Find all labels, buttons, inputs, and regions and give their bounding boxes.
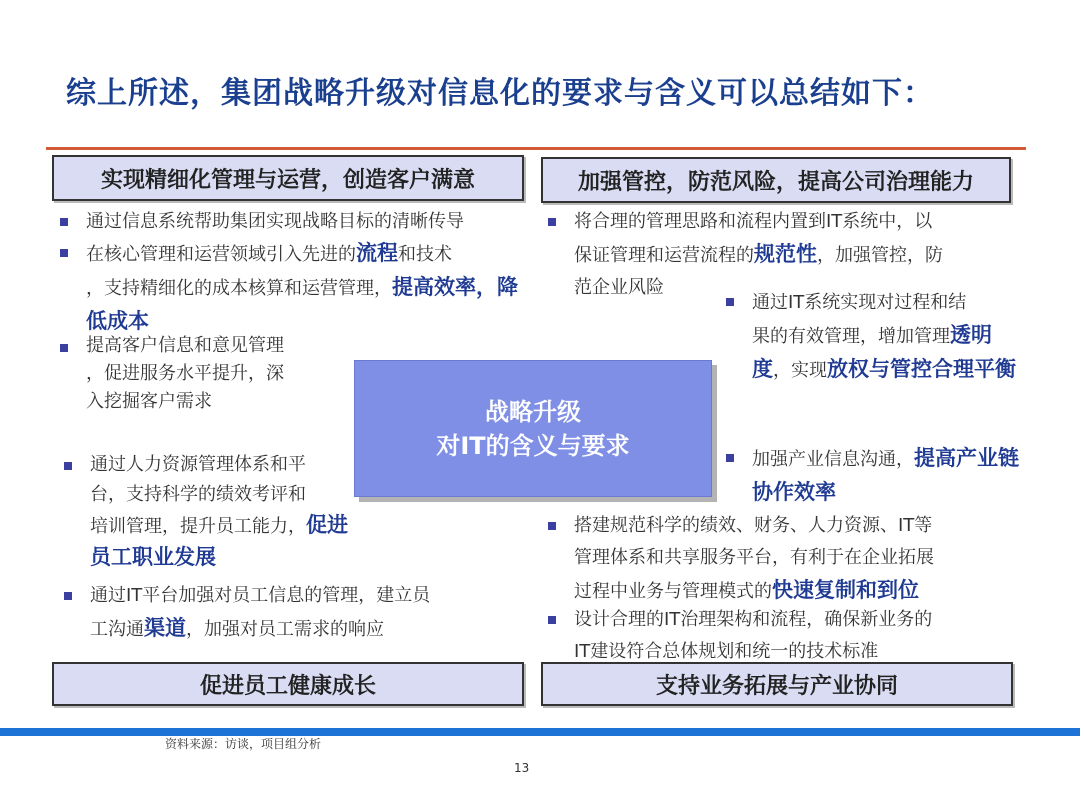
bullet-customer-info [60, 332, 340, 416]
bullet-transparency [726, 286, 1026, 387]
bullet-text: 通过人力资源管理体系和平 台，支持科学的绩效考评和 培训管理，提升员工能力，促进员工职业发展 [90, 454, 348, 569]
bullet-process-introduction [60, 237, 530, 339]
footer-divider [0, 728, 1080, 736]
bullet-text: 加强产业信息沟通，提高产业链协作效率 [752, 446, 1019, 504]
footer-box-employee-growth: 促进员工健康成长 [52, 662, 524, 706]
header-box-governance: 加强管控，防范风险，提高公司治理能力 [541, 157, 1011, 203]
bullet-icon [548, 616, 556, 624]
bullet-industry-chain [726, 442, 1026, 510]
source-note: 资料来源：访谈，项目组分析 [165, 737, 322, 751]
bullet-strategy-conveyance [60, 206, 464, 238]
bullet-icon [726, 454, 734, 462]
page-title: 综上所述，集团战略升级对信息化的要求与含义可以总结如下： [66, 76, 934, 111]
title-divider [46, 147, 1026, 150]
center-title-line1: 战略升级 [485, 397, 581, 426]
bullet-hr-system [64, 450, 364, 574]
footer-box-business-expansion: 支持业务拓展与产业协同 [541, 662, 1013, 706]
center-strategy-box [354, 360, 712, 497]
bullet-text: 搭建规范科学的绩效、财务、人力资源、IT等 管理体系和共享服务平台，有利于在企业拓展 过程中业务与管理模式的快速复制和到位 [574, 515, 934, 602]
bullet-text: 设计合理的IT治理架构和流程，确保新业务的 IT建设符合总体规划和统一的技术标准 [574, 609, 933, 662]
bullet-icon [60, 344, 68, 352]
bullet-icon [64, 592, 72, 600]
bullet-text: 通过IT系统实现对过程和结 果的有效管理，增加管理透明度，实现放权与管控合理平衡 [752, 292, 1016, 381]
center-title-line2: 对IT的含义与要求 [436, 431, 630, 460]
bullet-icon [64, 462, 72, 470]
bullet-icon [726, 298, 734, 306]
bullet-icon [60, 249, 68, 257]
bullet-icon [60, 218, 68, 226]
page-number: 13 [514, 761, 530, 775]
bullet-icon [548, 218, 556, 226]
bullet-text: 通过信息系统帮助集团实现战略目标的清晰传导 [86, 211, 464, 232]
bullet-text: 在核心管理和运营领域引入先进的流程和技术 ，支持精细化的成本核算和运营管理，提高效率，降低成本 [86, 241, 518, 333]
bullet-employee-channel [64, 580, 524, 646]
bullet-shared-services [548, 510, 1018, 608]
bullet-it-governance [548, 604, 1018, 668]
bullet-text: 将合理的管理思路和流程内置到IT系统中，以 保证管理和运营流程的规范性，加强管控，防 范企业风险 [574, 211, 943, 298]
bullet-icon [548, 522, 556, 530]
bullet-text: 提高客户信息和意见管理 ，促进服务水平提升，深 入挖掘客户需求 [86, 335, 284, 412]
bullet-text: 通过IT平台加强对员工信息的管理，建立员 工沟通渠道，加强对员工需求的响应 [90, 585, 431, 640]
header-box-refined-management: 实现精细化管理与运营，创造客户满意 [52, 155, 524, 201]
